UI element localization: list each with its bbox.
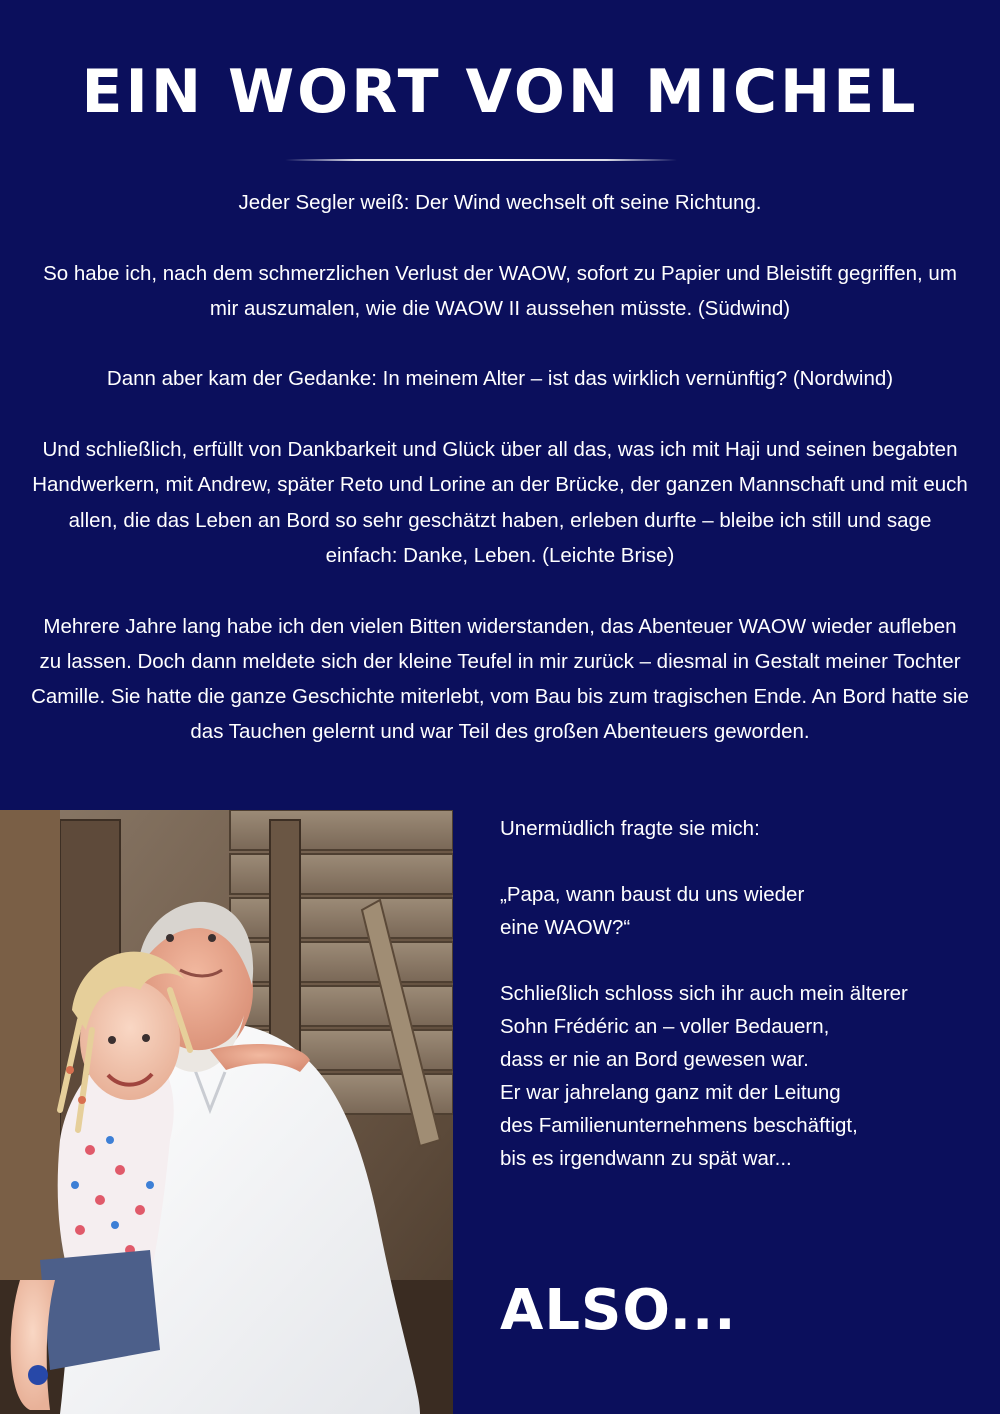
photo-michel-and-daughter bbox=[0, 810, 453, 1414]
closing-heading: ALSO... bbox=[500, 1278, 737, 1343]
title-divider bbox=[285, 159, 677, 161]
intro-paragraph: So habe ich, nach dem schmerzlichen Verlust der WAOW, sofort zu Papier und Bleistift gegriffen, um mir auszumalen, wie die WAOW II aussehen müsste. (Südwind) bbox=[43, 261, 957, 320]
intro-paragraph: Mehrere Jahre lang habe ich den vielen Bitten widerstanden, das Abenteuer WAOW wieder aufleben zu lassen. Doch dann meldete sich der kleine Teufel in mir zurück – diesmal in Gestalt meiner Tochter Camille. Sie hatte die ganze Geschichte miterlebt, vom Bau bis zum tragischen Ende. An Bord hatte sie das Tauchen gelernt und war Teil des großen Abenteuers geworden. bbox=[31, 614, 969, 744]
side-paragraph bbox=[500, 977, 970, 1175]
side-paragraph-line: Sohn Frédéric an – voller Bedauern, bbox=[500, 1015, 830, 1038]
side-paragraph-line: Schließlich schloss sich ihr auch mein älterer bbox=[500, 982, 908, 1005]
side-intro-line: Unermüdlich fragte sie mich: bbox=[500, 817, 760, 840]
quote-line: „Papa, wann baust du uns wieder bbox=[500, 883, 805, 906]
intro-text bbox=[30, 185, 970, 750]
side-text bbox=[500, 812, 970, 1208]
quote-line: eine WAOW?“ bbox=[500, 916, 631, 939]
side-paragraph-line: bis es irgendwann zu spät war... bbox=[500, 1147, 792, 1170]
intro-paragraph: Jeder Segler weiß: Der Wind wechselt oft seine Richtung. bbox=[238, 191, 762, 214]
side-paragraph-line: dass er nie an Bord gewesen war. bbox=[500, 1048, 809, 1071]
side-paragraph-line: des Familienunternehmens beschäftigt, bbox=[500, 1114, 858, 1137]
photo-illustration bbox=[0, 810, 453, 1414]
page-title: EIN WORT VON MICHEL bbox=[81, 57, 919, 127]
side-paragraph-line: Er war jahrelang ganz mit der Leitung bbox=[500, 1081, 841, 1104]
daughter-quote bbox=[500, 878, 970, 944]
intro-paragraph: Dann aber kam der Gedanke: In meinem Alter – ist das wirklich vernünftig? (Nordwind) bbox=[106, 367, 894, 391]
intro-paragraph: Und schließlich, erfüllt von Dankbarkeit und Glück über all das, was ich mit Haji und seinen begabten Handwerkern, mit Andrew, später Reto und Lorine an der Brücke, der ganzen Mannschaft und mit euch allen, die das Leben an Bord so sehr geschätzt haben, erleben durfte – bleibe ich still und sage einfach: Danke, Leben. (Leichte Brise) bbox=[32, 438, 968, 567]
